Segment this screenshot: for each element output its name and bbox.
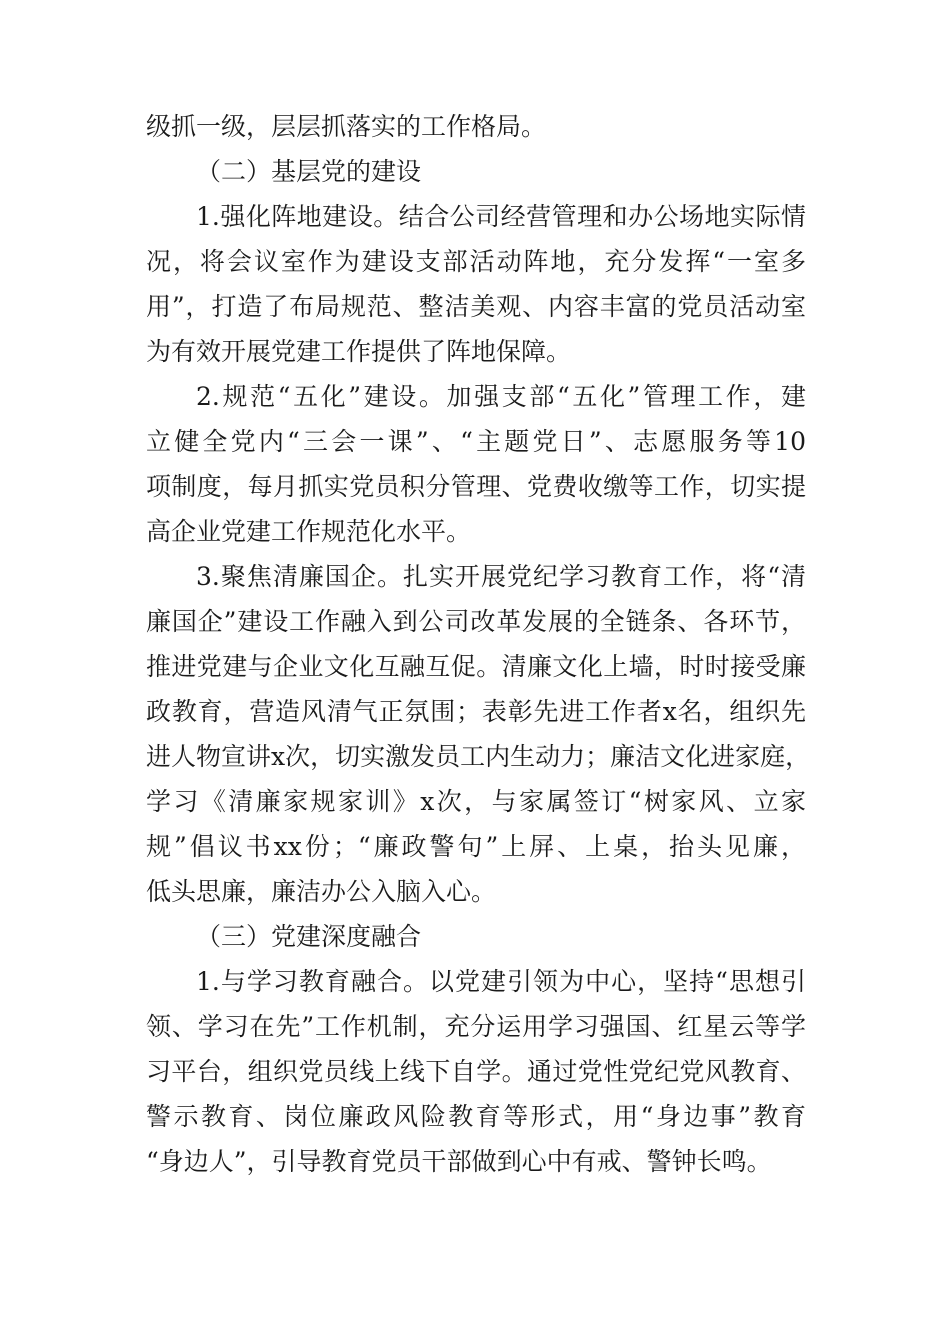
document-line: 用”，打造了布局规范、整洁美观、内容丰富的党员活动室 bbox=[146, 292, 806, 321]
document-line: 低头思廉，廉洁办公入脑入心。 bbox=[146, 877, 497, 906]
document-line: 规”倡议书xx份；“廉政警句”上屏、上桌，抬头见廉， bbox=[146, 832, 806, 861]
document-line: 级抓一级，层层抓落实的工作格局。 bbox=[146, 112, 547, 141]
document-line: 政教育，营造风清气正氛围；表彰先进工作者x名，组织先 bbox=[146, 697, 806, 726]
document-line: 1.强化阵地建设。结合公司经营管理和办公场地实际情 bbox=[196, 202, 806, 231]
document-line: 为有效开展党建工作提供了阵地保障。 bbox=[146, 337, 572, 366]
document-line: 况，将会议室作为建设支部活动阵地，充分发挥“一室多 bbox=[146, 247, 806, 276]
document-line: 3.聚焦清廉国企。扎实开展党纪学习教育工作，将“清 bbox=[196, 562, 806, 591]
document-line: 进人物宣讲x次，切实激发员工内生动力；廉洁文化进家庭， bbox=[146, 742, 811, 771]
document-line: 高企业党建工作规范化水平。 bbox=[146, 517, 472, 546]
document-line: 项制度，每月抓实党员积分管理、党费收缴等工作，切实提 bbox=[146, 472, 806, 501]
document-line: 1.与学习教育融合。以党建引领为中心，坚持“思想引 bbox=[196, 967, 806, 996]
document-line: 习平台，组织党员线上线下自学。通过党性党纪党风教育、 bbox=[146, 1057, 806, 1086]
document-line: （二）基层党的建设 bbox=[196, 157, 422, 186]
document-line: 廉国企”建设工作融入到公司改革发展的全链条、各环节， bbox=[146, 607, 806, 636]
document-line: 领、学习在先”工作机制，充分运用学习强国、红星云等学 bbox=[146, 1012, 806, 1041]
document-line: （三）党建深度融合 bbox=[196, 922, 422, 951]
document-line: 立健全党内“三会一课”、“主题党日”、志愿服务等10 bbox=[146, 427, 806, 456]
document-line: 推进党建与企业文化互融互促。清廉文化上墙，时时接受廉 bbox=[146, 652, 806, 681]
document-line: “身边人”，引导教育党员干部做到心中有戒、警钟长鸣。 bbox=[146, 1147, 772, 1176]
document-line: 学习《清廉家规家训》x次，与家属签订“树家风、立家 bbox=[146, 787, 806, 816]
document-line: 警示教育、岗位廉政风险教育等形式，用“身边事”教育 bbox=[146, 1102, 806, 1131]
document-line: 2.规范“五化”建设。加强支部“五化”管理工作，建 bbox=[196, 382, 806, 411]
